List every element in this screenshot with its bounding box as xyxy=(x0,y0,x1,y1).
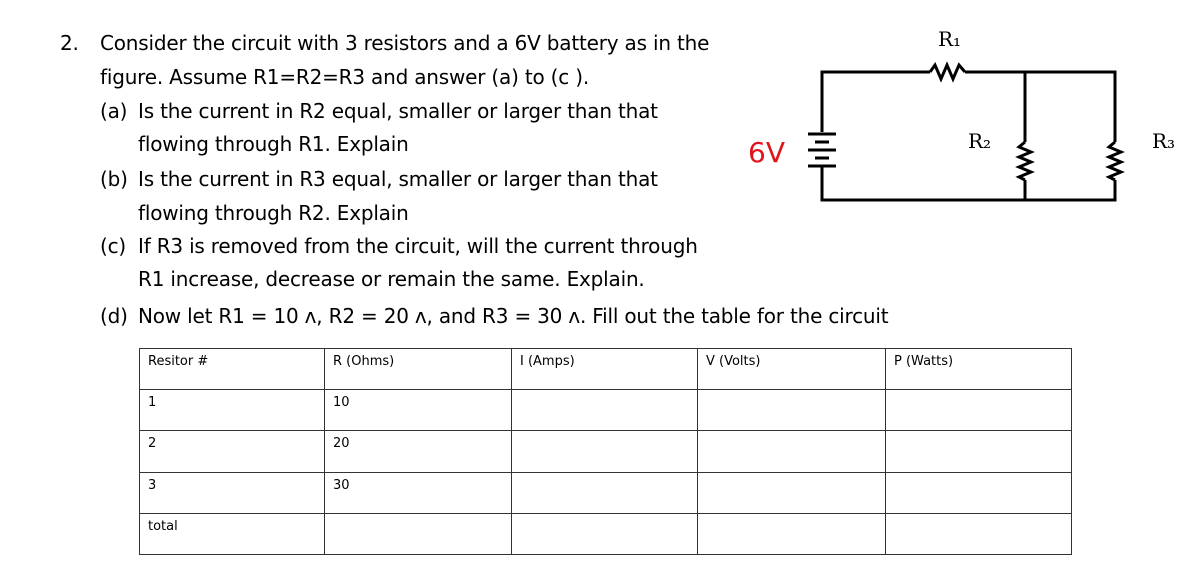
circuit-table xyxy=(139,348,1072,555)
circuit-diagram xyxy=(740,20,1200,220)
table-cell[interactable] xyxy=(886,472,1072,513)
part-c-line2: R1 increase, decrease or remain the same. Explain. xyxy=(138,267,645,291)
resistor-r3 xyxy=(1109,142,1121,180)
part-c-line1: If R3 is removed from the circuit, will the current through xyxy=(138,234,698,258)
table-cell[interactable]: 1 xyxy=(140,390,325,431)
part-d-label: (d) xyxy=(100,304,128,328)
table-header-cell: V (Volts) xyxy=(698,349,886,390)
part-a-line2: flowing through R1. Explain xyxy=(138,132,409,156)
part-b-line1: Is the current in R3 equal, smaller or larger than that xyxy=(138,167,658,191)
table-header-cell: Resitor # xyxy=(140,349,325,390)
table-cell[interactable] xyxy=(698,390,886,431)
table-row xyxy=(140,472,1072,513)
table-cell[interactable] xyxy=(886,390,1072,431)
battery-symbol xyxy=(808,134,836,172)
table-header-cell: P (Watts) xyxy=(886,349,1072,390)
part-a-line1: Is the current in R2 equal, smaller or larger than that xyxy=(138,99,658,123)
battery-label: 6V xyxy=(748,136,785,169)
table-header-row xyxy=(140,349,1072,390)
table-cell[interactable] xyxy=(886,513,1072,554)
table-cell[interactable]: total xyxy=(140,513,325,554)
resistor-r1 xyxy=(930,65,965,79)
table-cell[interactable] xyxy=(512,472,698,513)
table-row xyxy=(140,513,1072,554)
table-cell[interactable] xyxy=(512,390,698,431)
table-cell[interactable] xyxy=(698,513,886,554)
part-a-label: (a) xyxy=(100,99,128,123)
r2-label: R₂ xyxy=(968,129,992,153)
table-cell[interactable]: 30 xyxy=(325,472,512,513)
table-cell[interactable]: 10 xyxy=(325,390,512,431)
part-d-line1: Now let R1 = 10 ʌ, R2 = 20 ʌ, and R3 = 30 ʌ. Fill out the table for the circuit xyxy=(138,304,889,328)
table-cell[interactable] xyxy=(512,513,698,554)
table-cell[interactable]: 3 xyxy=(140,472,325,513)
question-intro-line2: figure. Assume R1=R2=R3 and answer (a) to (c ). xyxy=(100,65,589,89)
table-row xyxy=(140,431,1072,472)
table-cell[interactable]: 20 xyxy=(325,431,512,472)
table-header-cell: R (Ohms) xyxy=(325,349,512,390)
r1-label: R₁ xyxy=(938,27,962,51)
table-row xyxy=(140,390,1072,431)
table-cell[interactable] xyxy=(698,472,886,513)
question-number: 2. xyxy=(60,31,79,55)
table-cell[interactable] xyxy=(512,431,698,472)
table-header-cell: I (Amps) xyxy=(512,349,698,390)
part-c-label: (c) xyxy=(100,234,127,258)
table-cell[interactable] xyxy=(325,513,512,554)
question-intro-line1: Consider the circuit with 3 resistors and a 6V battery as in the xyxy=(100,31,710,55)
r3-label: R₃ xyxy=(1152,129,1176,153)
table-cell[interactable]: 2 xyxy=(140,431,325,472)
table-cell[interactable] xyxy=(698,431,886,472)
part-b-label: (b) xyxy=(100,167,128,191)
table-cell[interactable] xyxy=(886,431,1072,472)
resistor-r2 xyxy=(1019,142,1031,180)
part-b-line2: flowing through R2. Explain xyxy=(138,201,409,225)
